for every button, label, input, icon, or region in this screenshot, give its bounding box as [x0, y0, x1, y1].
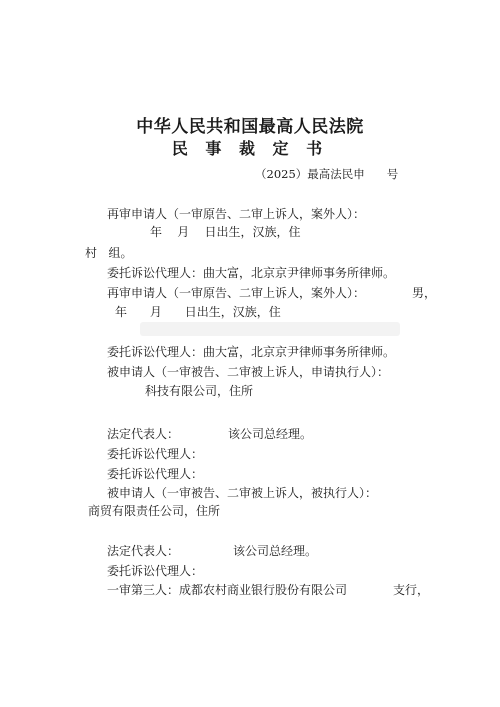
party-line-4-tail: 男， [412, 286, 437, 300]
respondent-line-2: 科技有限公司，住所 [145, 384, 254, 398]
legal-rep-2-tail: 该公司总经理。 [233, 544, 318, 558]
third-party-line-tail: 支行， [393, 583, 430, 597]
agent-line-3: 委托诉讼代理人： [107, 447, 204, 461]
respondent-line-4: 商贸有限责任公司，住所 [88, 504, 221, 518]
party-line-5: 年 月 日出生，汉族，住 [115, 305, 281, 319]
agent-line-4: 委托诉讼代理人： [107, 467, 204, 481]
agent-line-1: 委托诉讼代理人：曲大富，北京京尹律师事务所律师。 [107, 266, 396, 280]
court-name: 中华人民共和国最高人民法院 [136, 117, 364, 137]
legal-rep-1-tail: 该公司总经理。 [228, 427, 313, 441]
legal-rep-1: 法定代表人： [107, 427, 180, 441]
legal-rep-2: 法定代表人： [107, 544, 180, 558]
respondent-line-3: 被申请人（一审被告、二审被上诉人，被执行人）： [107, 486, 378, 500]
party-line-1: 再审申请人（一审原告、二审上诉人，案外人）： [107, 207, 366, 221]
respondent-line-1: 被申请人（一审被告、二审被上诉人，申请执行人）： [107, 365, 390, 379]
party-line-4: 再审申请人（一审原告、二审上诉人，案外人）： [107, 286, 366, 300]
agent-line-5: 委托诉讼代理人： [107, 564, 204, 578]
case-number: （2025）最高法民申 号 [255, 167, 399, 181]
document-type: 民 事 裁 定 书 [171, 139, 329, 158]
agent-line-2: 委托诉讼代理人：曲大富，北京京尹律师事务所律师。 [107, 345, 396, 359]
party-line-3: 村 组。 [85, 246, 133, 260]
redaction-smudge [140, 322, 400, 336]
party-line-2: 年 月 日出生，汉族，住 [150, 225, 301, 239]
third-party-line: 一审第三人：成都农村商业银行股份有限公司 [107, 583, 348, 597]
